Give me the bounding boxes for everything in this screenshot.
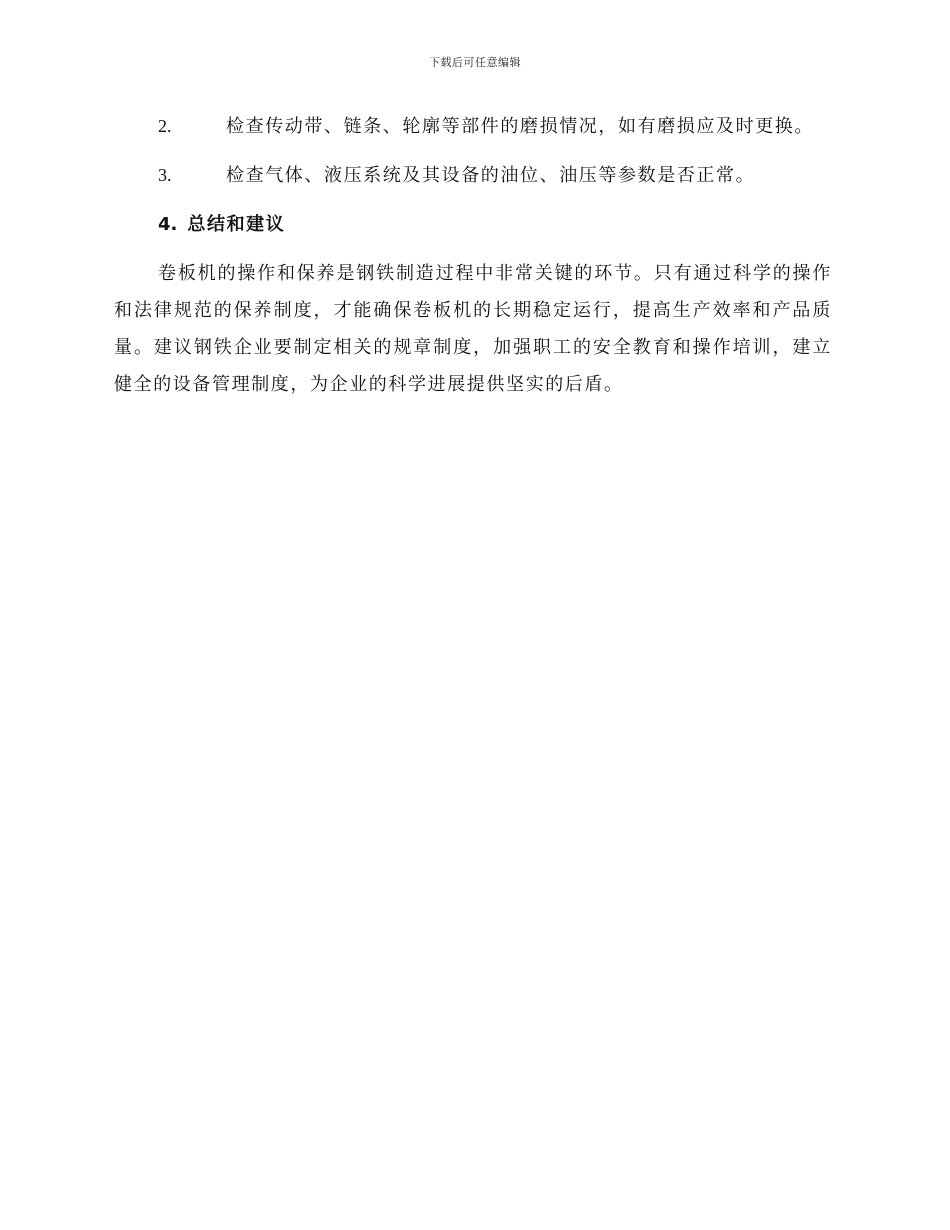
list-item	[114, 108, 832, 145]
list-item-number: 2.	[158, 116, 172, 136]
list-item-text: 检查传动带、链条、轮廓等部件的磨损情况，如有磨损应及时更换。	[226, 116, 814, 137]
list-item-number: 3.	[158, 165, 172, 185]
section-heading	[158, 206, 832, 243]
section-title: 总结和建议	[187, 214, 286, 235]
section-number: 4.	[158, 214, 178, 235]
page-header: 下载后可任意编辑	[429, 56, 521, 69]
list-item	[114, 157, 832, 194]
list-item-text: 检查气体、液压系统及其设备的油位、油压等参数是否正常。	[226, 165, 756, 186]
summary-paragraph: 卷板机的操作和保养是钢铁制造过程中非常关键的环节。只有通过科学的操作和法律规范的保养制度，才能确保卷板机的长期稳定运行，提高生产效率和产品质量。建议钢铁企业要制定相关的规章制度，加强职工的安全教育和操作培训，建立健全的设备管理制度，为企业的科学进展提供坚实的后盾。	[114, 263, 832, 395]
document-body	[114, 108, 832, 403]
